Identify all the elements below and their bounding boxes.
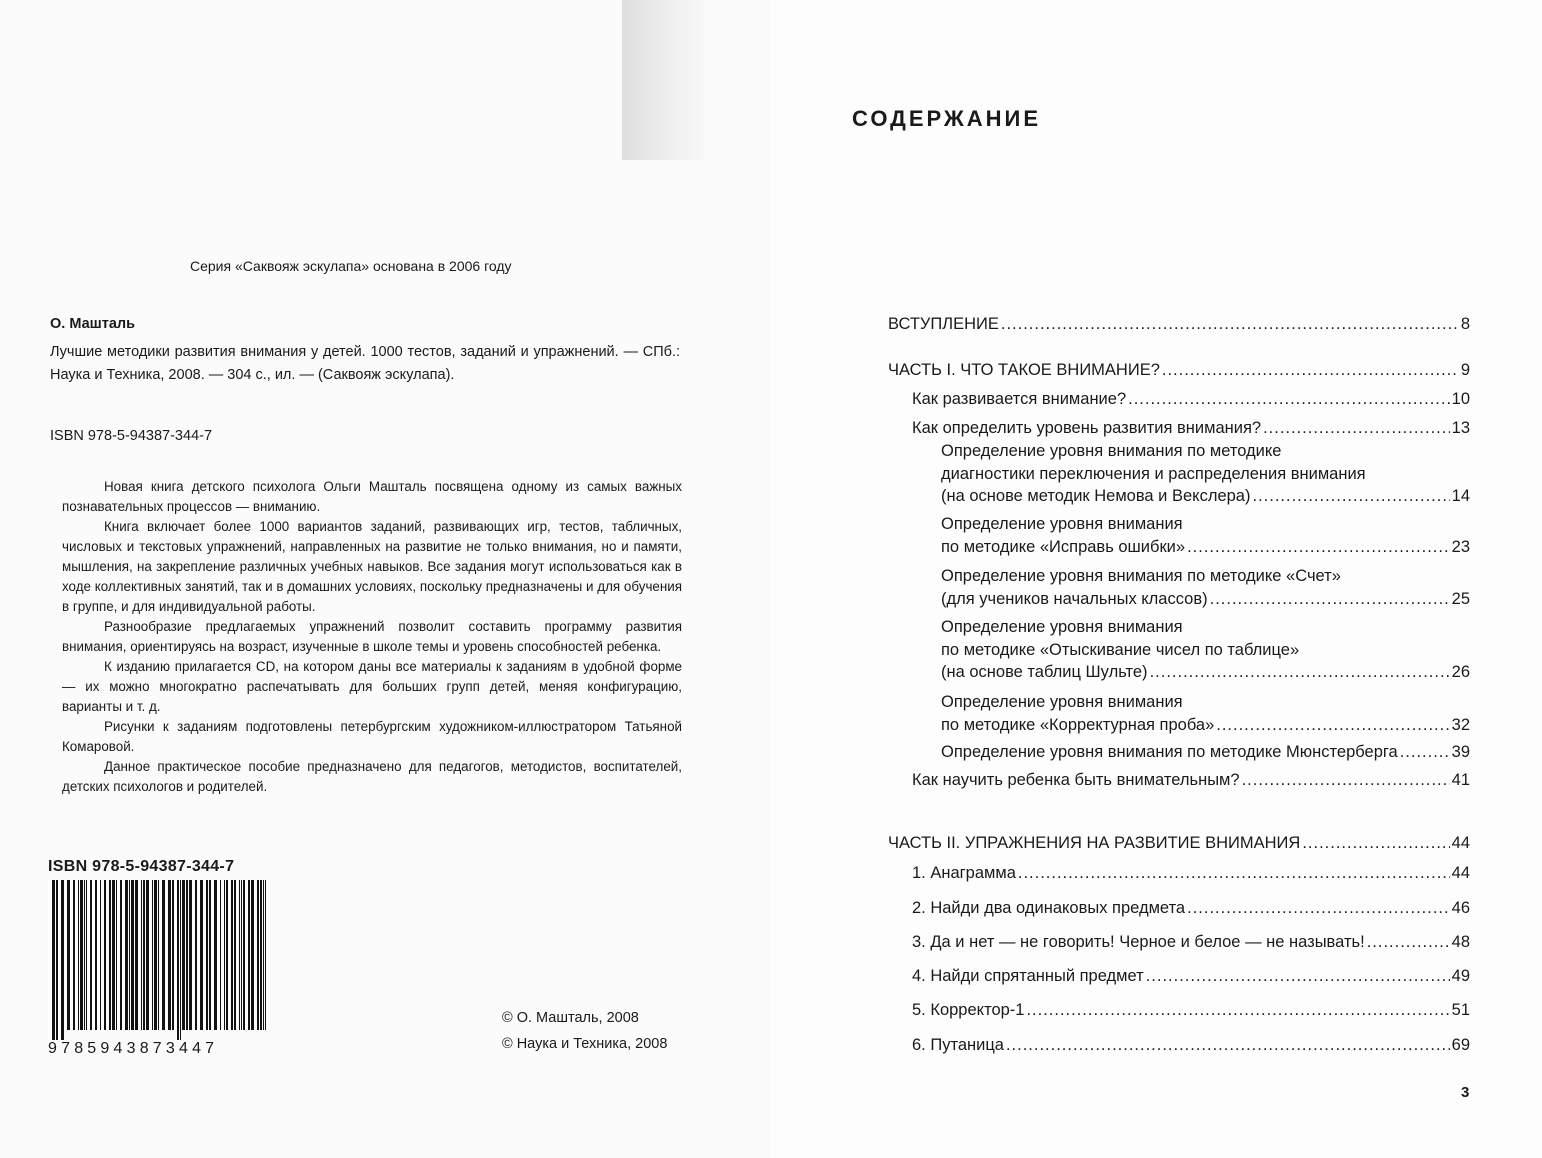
toc-entry-line bbox=[941, 639, 1470, 662]
barcode-bar bbox=[116, 880, 117, 1030]
toc-entry-line bbox=[888, 832, 1470, 855]
toc-page-number: 9 bbox=[1460, 361, 1470, 379]
toc-entry[interactable] bbox=[912, 931, 1470, 954]
toc-entry-line bbox=[912, 897, 1470, 920]
toc-entry-title: Определение уровня внимания по методике «Счет» bbox=[941, 567, 1341, 585]
barcode-bar bbox=[189, 880, 192, 1030]
toc-entry-line bbox=[912, 417, 1470, 440]
toc-entry-line bbox=[941, 691, 1470, 714]
barcode-bar bbox=[195, 880, 197, 1030]
toc-entry[interactable] bbox=[888, 313, 1470, 336]
scan-shadow bbox=[622, 0, 704, 160]
barcode-bar bbox=[220, 880, 221, 1030]
bibliographic-record: Лучшие методики развития внимания у детей. 1000 тестов, заданий и упражнений. — СПб.: Наука и Техника, 2008. — 304 с., ил. — (Саквояж эскулапа). bbox=[50, 344, 680, 383]
toc-page-number: 25 bbox=[1451, 589, 1470, 608]
toc-entry-line bbox=[888, 313, 1470, 336]
toc-entry-line bbox=[941, 588, 1470, 611]
annotation-paragraph: К изданию прилагается CD, на котором даны все материалы к заданиям в удобной форме — их можно многократно распечатывать для больших групп детей, меняя конфигурацию, варианты и т. д. bbox=[62, 659, 682, 714]
dot-leader bbox=[1187, 897, 1450, 920]
barcode-bar bbox=[73, 880, 75, 1030]
annotation-paragraph: Новая книга детского психолога Ольги Машталь посвящена одному из самых важных познавательных процессов — вниманию. bbox=[62, 479, 682, 514]
author: О. Машталь bbox=[50, 316, 136, 332]
toc-entry-title: Определение уровня внимания по методике bbox=[941, 442, 1282, 460]
toc-page-number: 14 bbox=[1451, 487, 1470, 505]
toc-entry-title: 6. Путаница bbox=[912, 1036, 1004, 1054]
isbn: ISBN 978-5-94387-344-7 bbox=[50, 428, 213, 444]
barcode-bar bbox=[180, 880, 181, 1040]
toc-page-number: 51 bbox=[1451, 1001, 1470, 1019]
dot-leader bbox=[1162, 359, 1459, 382]
dot-leader bbox=[1210, 588, 1450, 611]
barcode-bar bbox=[78, 880, 79, 1030]
toc-entry-line bbox=[912, 965, 1470, 988]
barcode-bar bbox=[168, 880, 171, 1030]
barcode-bar bbox=[206, 880, 208, 1030]
toc-entry-line bbox=[912, 769, 1470, 792]
barcode-bar bbox=[67, 880, 70, 1030]
left-page bbox=[0, 0, 770, 1158]
dot-leader bbox=[1242, 769, 1450, 792]
barcode-bar bbox=[248, 880, 250, 1030]
toc-entry-title: Как определить уровень развития внимания? bbox=[912, 419, 1262, 437]
toc-page-number: 46 bbox=[1451, 899, 1470, 917]
barcode-bar bbox=[80, 880, 83, 1030]
toc-entry-title: по методике «Исправь ошибки» bbox=[941, 537, 1186, 556]
toc-entry-line bbox=[912, 388, 1470, 411]
toc-entry-line bbox=[941, 714, 1470, 737]
toc-entry-title: 2. Найди два одинаковых предмета bbox=[912, 899, 1186, 917]
barcode-bar bbox=[177, 880, 179, 1040]
dot-leader bbox=[1400, 741, 1450, 764]
barcode-bar bbox=[154, 880, 157, 1030]
barcode-bar bbox=[200, 880, 203, 1030]
barcode-bar bbox=[129, 880, 130, 1030]
toc-entry-line bbox=[941, 513, 1470, 536]
toc-entry[interactable] bbox=[912, 769, 1470, 792]
toc-entry-title: Как развивается внимание? bbox=[912, 390, 1127, 408]
barcode-bar bbox=[263, 880, 264, 1030]
barcode-bar bbox=[109, 880, 111, 1030]
toc-entry[interactable] bbox=[941, 691, 1470, 736]
barcode-bar bbox=[265, 880, 266, 1030]
dot-leader bbox=[1302, 832, 1449, 855]
dot-leader bbox=[1006, 1034, 1450, 1057]
toc-entry-title: Определение уровня внимания по методике Мюнстерберга bbox=[941, 743, 1398, 761]
barcode-bar bbox=[172, 880, 174, 1030]
toc-page-number: 69 bbox=[1451, 1036, 1470, 1054]
toc-entry-title: по методике «Отыскивание чисел по таблице» bbox=[941, 640, 1300, 659]
copyright-publisher: © Наука и Техника, 2008 bbox=[502, 1036, 668, 1052]
barcode-bar bbox=[158, 880, 159, 1030]
dot-leader bbox=[1150, 661, 1450, 684]
toc-page-number: 8 bbox=[1460, 315, 1470, 333]
annotation-paragraph: Разнообразие предлагаемых упражнений позволит составить программу развития внимания, ориентируясь на возраст, изученные в школе темы и уровень способностей ребенка. bbox=[62, 619, 682, 654]
dot-leader bbox=[1252, 485, 1449, 508]
dot-leader bbox=[1263, 417, 1450, 440]
barcode-bar bbox=[234, 880, 236, 1030]
toc-entry-title: 5. Корректор-1 bbox=[912, 1001, 1025, 1019]
toc-entry-title: Определение уровня внимания bbox=[941, 515, 1183, 533]
toc-entry-line bbox=[941, 536, 1470, 559]
dot-leader bbox=[1128, 388, 1450, 411]
annotation bbox=[62, 477, 682, 797]
toc-entry-title: по методике «Корректурная проба» bbox=[941, 715, 1215, 734]
toc-entry[interactable] bbox=[941, 616, 1470, 684]
barcode-bar bbox=[231, 880, 233, 1030]
toc-entry-line bbox=[888, 359, 1470, 382]
toc-page-number: 26 bbox=[1451, 663, 1470, 681]
toc-entry-title: Определение уровня внимания bbox=[941, 618, 1183, 636]
toc-entry-line bbox=[941, 616, 1470, 639]
barcode-bar bbox=[241, 880, 242, 1030]
barcode-bar bbox=[86, 880, 87, 1030]
annotation-paragraph: Книга включает более 1000 вариантов заданий, развивающих игр, тестов, табличных, числовых и текстовых упражнений, направленных на развитие не только внимания, но и памяти, мышления, на закрепление различных учебных навыков. Все задания могут использоваться как в ходе коллективных занятий, так и в домашних условиях, поскольку предназначены и для обучения в группе, и для индивидуальной работы. bbox=[62, 519, 682, 614]
barcode-bar bbox=[260, 880, 262, 1030]
barcode-bar bbox=[186, 880, 188, 1030]
toc-entry-title: ЧАСТЬ I. ЧТО ТАКОЕ ВНИМАНИЕ? bbox=[888, 361, 1160, 379]
toc-entry-line bbox=[941, 741, 1470, 764]
toc-entry-title: 3. Да и нет — не говорить! Черное и белое — не называть! bbox=[912, 933, 1365, 951]
barcode-bar bbox=[243, 880, 245, 1030]
dot-leader bbox=[1187, 536, 1450, 559]
annotation-paragraph: Рисунки к заданиям подготовлены петербургским художником-иллюстратором Татьяной Комаровой. bbox=[62, 719, 682, 754]
dot-leader bbox=[1018, 862, 1450, 885]
toc-entry-line bbox=[941, 440, 1470, 463]
barcode-bar bbox=[143, 880, 145, 1030]
toc-entry[interactable] bbox=[912, 1034, 1470, 1057]
toc-entry[interactable] bbox=[941, 440, 1470, 508]
barcode-bar bbox=[112, 880, 115, 1030]
toc-entry-title: Определение уровня внимания bbox=[941, 693, 1183, 711]
toc-entry[interactable] bbox=[912, 862, 1470, 885]
barcode-bar bbox=[214, 880, 217, 1030]
barcode-bar bbox=[182, 880, 185, 1030]
toc-entry-title: ЧАСТЬ II. УПРАЖНЕНИЯ НА РАЗВИТИЕ ВНИМАНИЯ bbox=[888, 834, 1301, 852]
barcode-bar bbox=[95, 880, 97, 1030]
toc-entry-title: ВСТУПЛЕНИЕ bbox=[888, 315, 999, 333]
toc-entry-line bbox=[941, 463, 1470, 486]
toc-page-number: 13 bbox=[1451, 419, 1470, 437]
barcode-bar bbox=[146, 880, 149, 1030]
toc-page-number: 41 bbox=[1451, 771, 1470, 789]
toc-entry-title: (на основе методик Немова и Векслера) bbox=[941, 487, 1251, 505]
barcode-isbn: ISBN 978-5-94387-344-7 bbox=[48, 858, 235, 875]
barcode-bar bbox=[100, 880, 101, 1030]
toc-entry[interactable] bbox=[912, 417, 1470, 440]
barcode-bar bbox=[226, 880, 228, 1030]
toc-entry[interactable] bbox=[941, 565, 1470, 610]
toc-entry[interactable] bbox=[912, 897, 1470, 920]
toc-entry-title: (на основе таблиц Шульте) bbox=[941, 663, 1148, 681]
toc-entry-line bbox=[912, 931, 1470, 954]
toc-title: СОДЕРЖАНИЕ bbox=[852, 106, 1042, 131]
toc-entry[interactable] bbox=[888, 832, 1470, 855]
toc-page-number: 39 bbox=[1451, 743, 1470, 761]
toc-entry-title: 4. Найди спрятанный предмет bbox=[912, 967, 1144, 985]
barcode-bar bbox=[90, 880, 92, 1030]
barcode-bar bbox=[257, 880, 259, 1030]
barcode bbox=[48, 880, 273, 1040]
barcode-bar bbox=[162, 880, 165, 1030]
barcode-bar bbox=[84, 880, 85, 1030]
toc-page-number: 23 bbox=[1451, 537, 1470, 556]
toc-entry-line bbox=[941, 565, 1470, 588]
barcode-bar bbox=[104, 880, 106, 1030]
toc-entry[interactable] bbox=[941, 741, 1470, 764]
toc-page-number: 44 bbox=[1451, 864, 1470, 882]
copyright-author: © О. Машталь, 2008 bbox=[502, 1010, 639, 1026]
toc-entry-title: диагностики переключения и распределения внимания bbox=[941, 464, 1366, 483]
toc-page-number: 10 bbox=[1451, 390, 1470, 408]
barcode-number: 9785943873447 bbox=[48, 1040, 219, 1057]
annotation-paragraph: Данное практическое пособие предназначено для педагогов, методистов, воспитателей, детских психологов и родителей. bbox=[62, 759, 682, 794]
toc-page-number: 32 bbox=[1451, 715, 1470, 734]
barcode-bar bbox=[152, 880, 153, 1030]
toc-entry-line bbox=[912, 1034, 1470, 1057]
barcode-bar bbox=[224, 880, 225, 1030]
barcode-bar bbox=[125, 880, 128, 1030]
toc-entry-title: 1. Анаграмма bbox=[912, 864, 1016, 882]
dot-leader bbox=[1367, 931, 1450, 954]
barcode-bar bbox=[56, 880, 58, 1040]
barcode-bar bbox=[135, 880, 138, 1030]
dot-leader bbox=[1001, 313, 1459, 336]
dot-leader bbox=[1146, 965, 1450, 988]
toc-entry[interactable] bbox=[912, 388, 1470, 411]
barcode-bar bbox=[120, 880, 122, 1030]
toc-entry[interactable] bbox=[912, 965, 1470, 988]
barcode-bar bbox=[131, 880, 134, 1030]
toc-entry-line bbox=[912, 999, 1470, 1022]
barcode-bar bbox=[251, 880, 254, 1030]
toc-page-number: 48 bbox=[1451, 933, 1470, 951]
toc-page-number: 44 bbox=[1451, 834, 1470, 852]
toc-page-number: 49 bbox=[1451, 967, 1470, 985]
toc-entry[interactable] bbox=[888, 359, 1470, 382]
barcode-bar bbox=[141, 880, 142, 1030]
toc-entry-line bbox=[912, 862, 1470, 885]
barcode-bar bbox=[61, 880, 64, 1040]
toc-entry-title: Как научить ребенка быть внимательным? bbox=[912, 771, 1240, 789]
toc-entry[interactable] bbox=[912, 999, 1470, 1022]
toc-entry-line bbox=[941, 661, 1470, 684]
barcode-bar bbox=[52, 880, 55, 1040]
barcode-bar bbox=[209, 880, 211, 1030]
dot-leader bbox=[1026, 999, 1449, 1022]
dot-leader bbox=[1216, 714, 1449, 737]
toc-entry-title: (для учеников начальных классов) bbox=[941, 589, 1208, 608]
toc-entry-line bbox=[941, 485, 1470, 508]
series-note: Серия «Саквояж эскулапа» основана в 2006 году bbox=[190, 258, 512, 274]
page-number: 3 bbox=[1461, 1084, 1470, 1101]
barcode-bar bbox=[239, 880, 240, 1030]
toc-entry[interactable] bbox=[941, 513, 1470, 558]
